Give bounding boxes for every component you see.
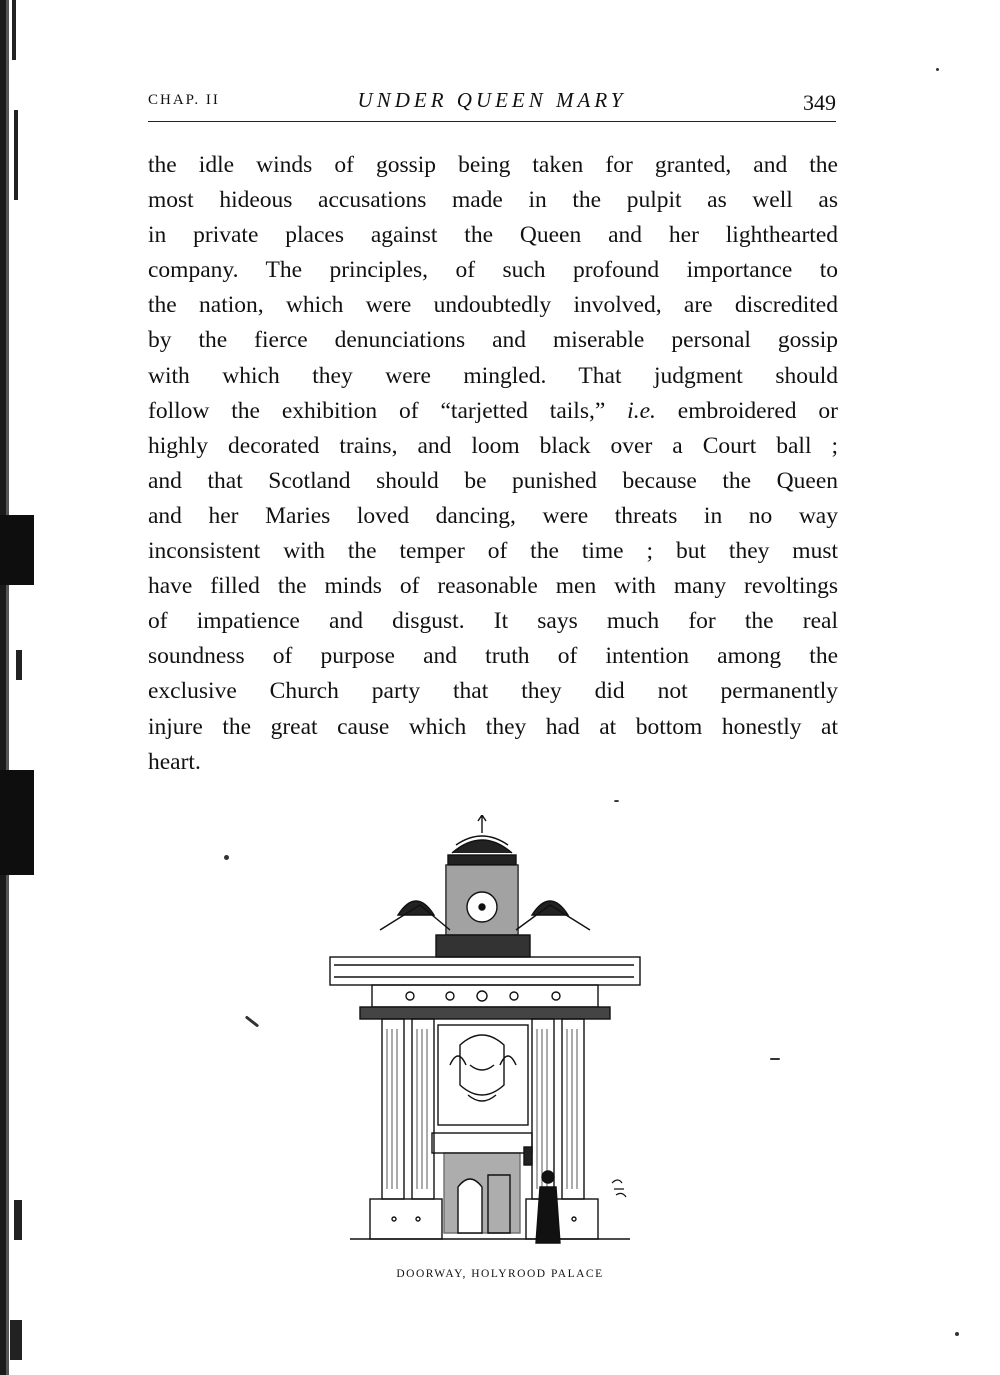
text-line: company. The principles, of such profound importance to: [148, 257, 838, 284]
doorway-illustration: [320, 815, 650, 1255]
text-line: highly decorated trains, and loom black over a Court ball ;: [148, 432, 838, 459]
text-line: injure the great cause which they had at bottom honestly at: [148, 713, 838, 740]
text-line: soundness of purpose and truth of intention among the: [148, 643, 838, 670]
running-title: UNDER QUEEN MARY: [357, 88, 627, 112]
italic-abbreviation: i.e.: [627, 397, 656, 424]
print-speck: [770, 1058, 780, 1060]
page-number: 349: [803, 90, 836, 115]
text-line: have filled the minds of reasonable men with many revoltings: [148, 573, 838, 600]
print-speck: [955, 1332, 959, 1336]
print-speck: [245, 1015, 259, 1027]
body-paragraph: [148, 148, 838, 780]
text-line: and her Maries loved dancing, were threats in no way: [148, 502, 838, 529]
running-header: [148, 86, 836, 122]
text-line: with which they were mingled. That judgment should: [148, 362, 838, 389]
illustration-caption: DOORWAY, HOLYROOD PALACE: [396, 1268, 604, 1280]
text-line: by the fierce denunciations and miserable personal gossip: [148, 327, 838, 354]
text-line-end: embroidered or: [677, 397, 838, 424]
print-speck: [614, 800, 619, 802]
text-line: [148, 394, 838, 429]
print-speck: [224, 855, 229, 860]
text-line: and that Scotland should be punished because the Queen: [148, 467, 838, 494]
text-line-start: follow the exhibition of “tarjetted tails,”: [148, 397, 606, 424]
text-line: the idle winds of gossip being taken for granted, and the: [148, 152, 838, 178]
header-rule: [148, 121, 836, 122]
text-line: most hideous accusations made in the pulpit as well as: [148, 187, 838, 214]
page-binding-edge: [0, 0, 34, 1375]
text-line: in private places against the Queen and her lighthearted: [148, 222, 838, 249]
text-line: inconsistent with the temper of the time ; but they must: [148, 538, 838, 565]
text-line: the nation, which were undoubtedly involved, are discredited: [148, 292, 838, 319]
text-line: exclusive Church party that they did not permanently: [148, 678, 838, 705]
print-speck: [936, 68, 939, 71]
text-line: heart.: [148, 748, 201, 775]
text-line: of impatience and disgust. It says much for the real: [148, 608, 838, 635]
chapter-label: CHAP. II: [148, 92, 220, 108]
